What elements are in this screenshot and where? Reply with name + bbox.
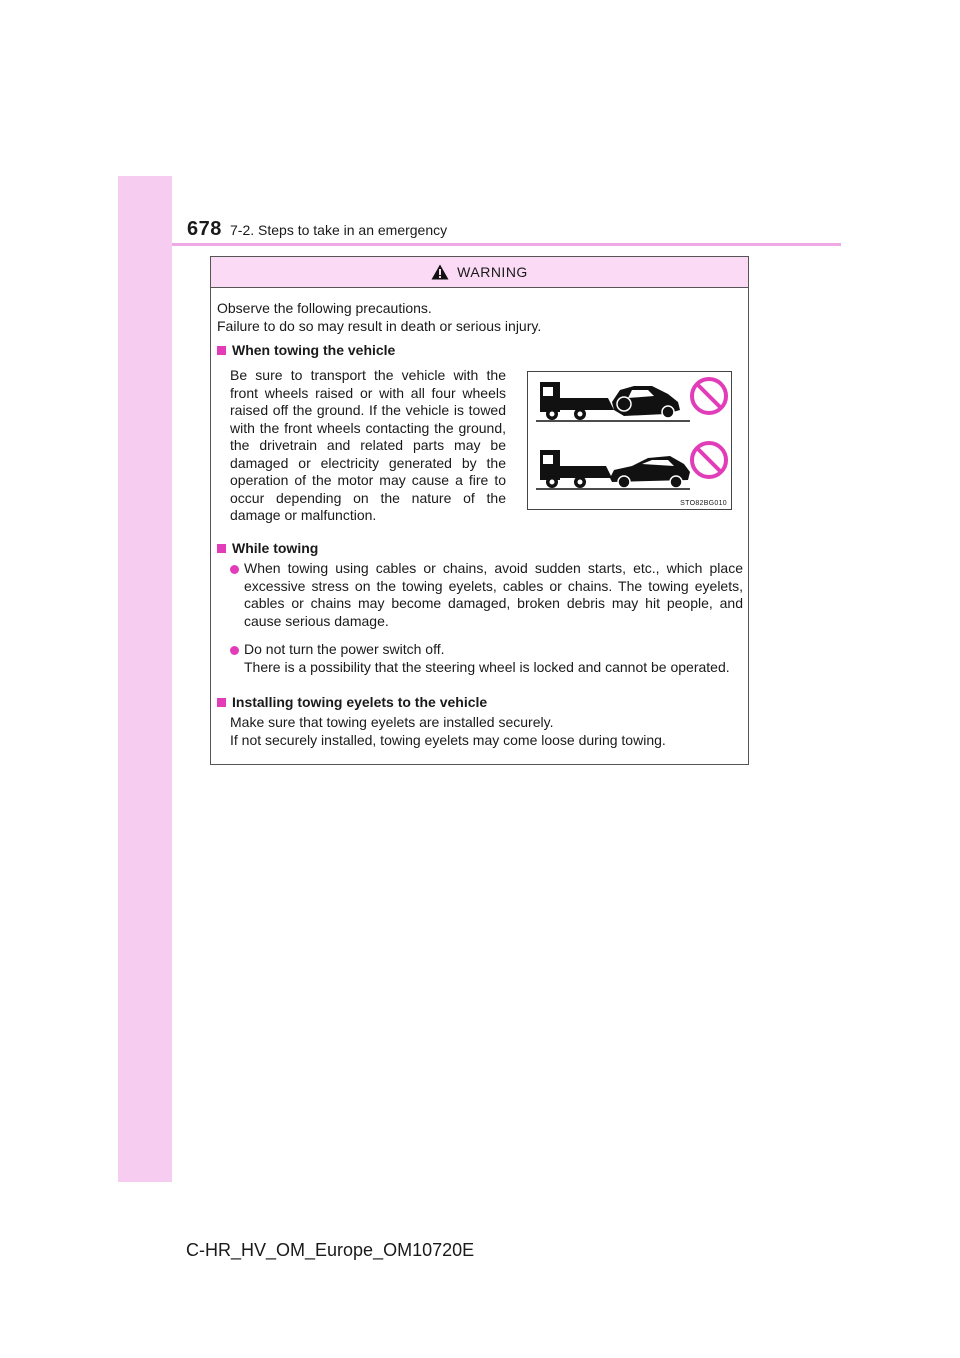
while-towing-bullet-1: When towing using cables or chains, avoid sudden starts, etc., which place excessive stress on the towing eyelets, cables or chains. The towing eyelets, cables or chains may become damaged, broken debris may hit people, and cause serious damage.: [244, 560, 743, 629]
warning-triangle-icon: [431, 264, 449, 280]
square-bullet-icon: [217, 544, 226, 553]
installing-eyelets-line-2: If not securely installed, towing eyelets may come loose during towing.: [230, 731, 666, 748]
car-on-ground-icon: [610, 456, 690, 488]
header-rule: [172, 243, 841, 246]
heading-installing-eyelets-text: Installing towing eyelets to the vehicle: [232, 694, 488, 710]
warning-title: WARNING: [457, 264, 528, 280]
heading-while-towing-text: While towing: [232, 540, 319, 556]
prohibited-icon: [692, 379, 726, 413]
heading-towing-vehicle: [217, 342, 395, 360]
tow-truck-icon: [540, 450, 612, 488]
footer-doc-code: C-HR_HV_OM_Europe_OM10720E: [186, 1240, 475, 1260]
towing-vehicle-body: Be sure to transport the vehicle with the front wheels raised or with all four wheels raised off the ground. If the vehicle is towed with the front wheels contacting the ground, the drivetrain and related parts may be damaged or electricity generated by the operation of the motor may cause a fire to occur depending on the nature of the damage or malfunction.: [230, 367, 506, 523]
intro-line-1: Observe the following precautions.: [217, 300, 432, 316]
side-tab: [118, 176, 172, 1182]
installing-eyelets-body: [230, 714, 745, 749]
heading-towing-vehicle-text: When towing the vehicle: [232, 342, 396, 358]
square-bullet-icon: [217, 346, 226, 355]
figure-code: STO82BG010: [680, 500, 727, 507]
warning-box: [210, 256, 749, 765]
intro-line-2: Failure to do so may result in death or serious injury.: [217, 317, 542, 334]
while-towing-bullet-2: [244, 641, 743, 676]
page-number: 678: [187, 218, 222, 240]
warning-header: [211, 257, 748, 288]
round-bullet-icon: [230, 565, 239, 574]
prohibited-icon: [692, 443, 726, 477]
bullet-2-line-1: Do not turn the power switch off.: [244, 641, 445, 657]
towing-illustration: [527, 371, 732, 510]
tow-truck-icon: [540, 382, 614, 420]
round-bullet-icon: [230, 646, 239, 655]
car-front-raised-icon: [612, 386, 680, 418]
installing-eyelets-line-1: Make sure that towing eyelets are installed securely.: [230, 714, 554, 730]
bullet-2-line-2: There is a possibility that the steering wheel is locked and cannot be operated.: [244, 658, 730, 675]
heading-while-towing: [217, 540, 318, 558]
heading-installing-eyelets: [217, 694, 487, 712]
square-bullet-icon: [217, 698, 226, 707]
warning-intro: [217, 300, 737, 335]
section-title: 7-2. Steps to take in an emergency: [230, 222, 448, 238]
